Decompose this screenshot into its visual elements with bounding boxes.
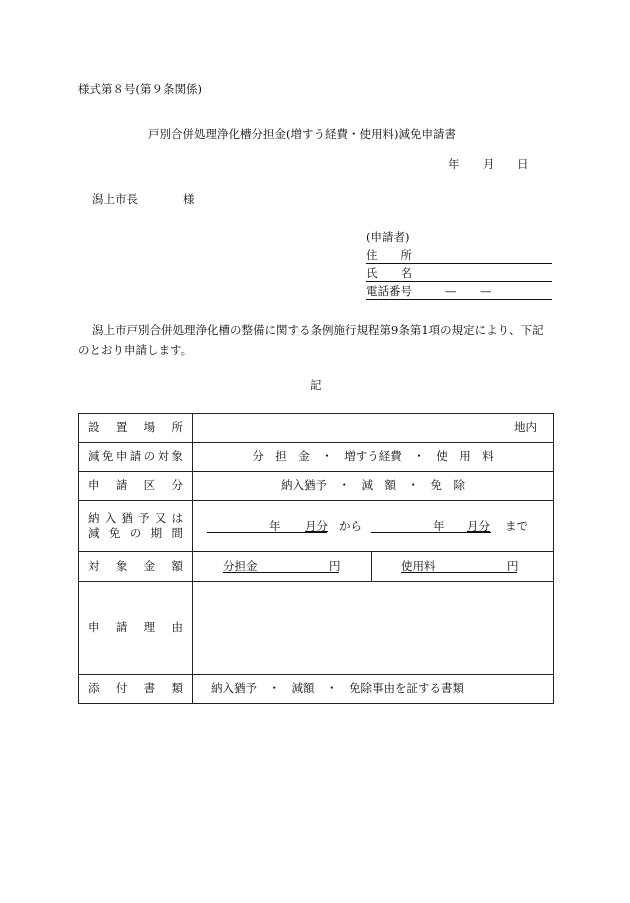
- address-field-line[interactable]: [366, 263, 552, 264]
- application-category-text: 納入猶予 ・ 減 額 ・ 免 除: [281, 478, 465, 493]
- target-amount-cell: [193, 552, 554, 582]
- reason-input-cell[interactable]: [193, 582, 554, 675]
- amount-divider: [371, 552, 372, 581]
- row-exemption-period: [79, 501, 554, 552]
- application-form-table: [78, 413, 554, 704]
- body-text-line1: 潟上市戸別合併処理浄化槽の整備に関する条例施行規程第9条第1項の規定により、下記: [92, 323, 544, 337]
- row-exemption-target: [79, 443, 554, 472]
- date-year-label: 年: [448, 157, 460, 171]
- fee-amount-unit: 円: [507, 559, 519, 573]
- applicant-heading: (申請者): [366, 230, 410, 244]
- fee-amount-label: 使用料: [401, 559, 436, 573]
- date-day-label: 日: [517, 157, 529, 171]
- period-from-label: から: [339, 519, 362, 533]
- exemption-period-cell: [193, 501, 554, 552]
- row-application-reason: [79, 582, 554, 675]
- attached-documents-text: 納入猶予 ・ 減額 ・ 免除事由を証する書類: [211, 681, 464, 696]
- addressee-name: 潟上市長: [92, 192, 138, 206]
- label-application-reason: 申 請 理 由: [88, 620, 183, 635]
- form-number: 様式第８号(第９条関係): [78, 82, 202, 96]
- period-start-month: 月分: [305, 519, 328, 533]
- phone-dash-1: —: [445, 284, 457, 298]
- period-until-label: まで: [505, 519, 528, 533]
- exemption-target-text: 分 担 金 ・ 増すう経費 ・ 使 用 料: [252, 449, 494, 464]
- address-label: 住 所: [366, 248, 412, 262]
- application-category-options[interactable]: [193, 472, 554, 501]
- phone-label: 電話番号: [366, 284, 412, 298]
- period-start-year: 年: [269, 519, 281, 533]
- row-attached-documents: [79, 675, 554, 704]
- row-installation-location: [79, 414, 554, 443]
- body-text-line2: のとおり申請します。: [78, 343, 193, 357]
- name-label: 氏 名: [366, 266, 412, 280]
- ki-marker: 記: [310, 378, 322, 392]
- page-title: 戸別合併処理浄化槽分担金(増すう経費・使用料)減免申請書: [148, 127, 456, 141]
- label-exemption-period: 納 入 猶 予 又 は 減 免 の 期 間: [88, 510, 183, 540]
- share-amount-label: 分担金: [223, 559, 258, 573]
- row-target-amount: [79, 552, 554, 582]
- share-amount-unit: 円: [329, 559, 341, 573]
- period-end-month: 月分: [467, 519, 490, 533]
- phone-field-line[interactable]: [366, 299, 552, 300]
- addressee-honorific: 様: [183, 192, 195, 206]
- label-attached-documents: 添 付 書 類: [88, 681, 183, 696]
- attached-documents-cell: [193, 675, 554, 704]
- label-target-amount: 対 象 金 額: [88, 558, 183, 573]
- name-field-line[interactable]: [366, 281, 552, 282]
- date-month-label: 月: [483, 157, 495, 171]
- phone-dash-2: —: [480, 284, 492, 298]
- location-input-cell[interactable]: [193, 414, 554, 443]
- label-installation-location: 設 置 場 所: [88, 420, 183, 435]
- location-suffix: 地内: [514, 420, 537, 435]
- label-application-category: 申 請 区 分: [88, 478, 183, 493]
- row-application-category: [79, 472, 554, 501]
- period-end-year: 年: [433, 519, 445, 533]
- label-exemption-target: 減 免 申 請 の 対 象: [88, 449, 183, 464]
- exemption-target-options[interactable]: [193, 443, 554, 472]
